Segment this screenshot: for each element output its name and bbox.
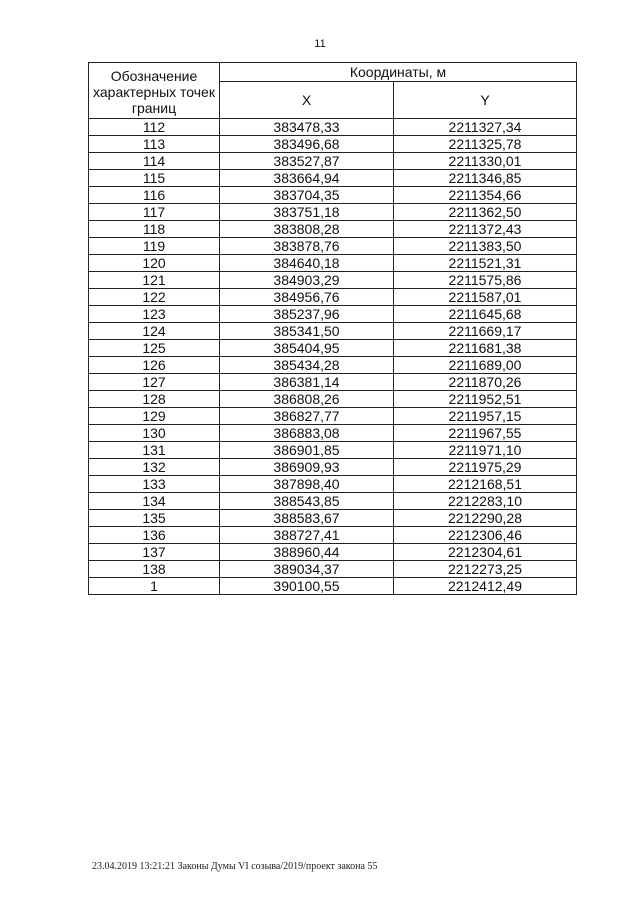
point-cell: 132 bbox=[89, 459, 220, 476]
y-cell: 2211521,31 bbox=[394, 255, 577, 272]
x-cell: 387898,40 bbox=[220, 476, 394, 493]
x-cell: 386901,85 bbox=[220, 442, 394, 459]
point-cell: 137 bbox=[89, 544, 220, 561]
table-row bbox=[89, 170, 577, 187]
table-row bbox=[89, 255, 577, 272]
table-row bbox=[89, 306, 577, 323]
x-cell: 385341,50 bbox=[220, 323, 394, 340]
y-cell: 2211327,34 bbox=[394, 119, 577, 136]
table-row bbox=[89, 238, 577, 255]
table-row bbox=[89, 374, 577, 391]
table-row bbox=[89, 357, 577, 374]
y-cell: 2211975,29 bbox=[394, 459, 577, 476]
table-row bbox=[89, 289, 577, 306]
x-cell: 388583,67 bbox=[220, 510, 394, 527]
x-cell: 385434,28 bbox=[220, 357, 394, 374]
y-cell: 2212290,28 bbox=[394, 510, 577, 527]
table-row bbox=[89, 119, 577, 136]
y-cell: 2211330,01 bbox=[394, 153, 577, 170]
table-body bbox=[89, 119, 577, 595]
table-row bbox=[89, 578, 577, 595]
header-point-designation: Обозначение характерных точек границ bbox=[89, 63, 220, 119]
y-cell: 2211346,85 bbox=[394, 170, 577, 187]
y-cell: 2211681,38 bbox=[394, 340, 577, 357]
x-cell: 384640,18 bbox=[220, 255, 394, 272]
x-cell: 389034,37 bbox=[220, 561, 394, 578]
point-cell: 133 bbox=[89, 476, 220, 493]
table-row bbox=[89, 493, 577, 510]
point-cell: 115 bbox=[89, 170, 220, 187]
table-row bbox=[89, 323, 577, 340]
point-cell: 135 bbox=[89, 510, 220, 527]
table-row bbox=[89, 272, 577, 289]
table-row bbox=[89, 561, 577, 578]
table-row bbox=[89, 187, 577, 204]
x-cell: 385404,95 bbox=[220, 340, 394, 357]
y-cell: 2211383,50 bbox=[394, 238, 577, 255]
x-cell: 386883,08 bbox=[220, 425, 394, 442]
x-cell: 383664,94 bbox=[220, 170, 394, 187]
y-cell: 2212412,49 bbox=[394, 578, 577, 595]
page-number: 11 bbox=[314, 38, 326, 50]
table-row bbox=[89, 340, 577, 357]
point-cell: 118 bbox=[89, 221, 220, 238]
y-cell: 2211689,00 bbox=[394, 357, 577, 374]
point-cell: 1 bbox=[89, 578, 220, 595]
x-cell: 390100,55 bbox=[220, 578, 394, 595]
table-row bbox=[89, 425, 577, 442]
y-cell: 2212168,51 bbox=[394, 476, 577, 493]
y-cell: 2211669,17 bbox=[394, 323, 577, 340]
point-cell: 122 bbox=[89, 289, 220, 306]
point-cell: 120 bbox=[89, 255, 220, 272]
point-cell: 134 bbox=[89, 493, 220, 510]
y-cell: 2211362,50 bbox=[394, 204, 577, 221]
header-coordinates-group: Координаты, м bbox=[220, 63, 577, 82]
point-cell: 124 bbox=[89, 323, 220, 340]
y-cell: 2211372,43 bbox=[394, 221, 577, 238]
point-cell: 125 bbox=[89, 340, 220, 357]
y-cell: 2211587,01 bbox=[394, 289, 577, 306]
table-row bbox=[89, 408, 577, 425]
x-cell: 386909,93 bbox=[220, 459, 394, 476]
y-cell: 2212304,61 bbox=[394, 544, 577, 561]
x-cell: 383878,76 bbox=[220, 238, 394, 255]
x-cell: 384903,29 bbox=[220, 272, 394, 289]
x-cell: 386381,14 bbox=[220, 374, 394, 391]
point-cell: 128 bbox=[89, 391, 220, 408]
table-row bbox=[89, 476, 577, 493]
point-cell: 112 bbox=[89, 119, 220, 136]
x-cell: 384956,76 bbox=[220, 289, 394, 306]
table-row bbox=[89, 527, 577, 544]
x-cell: 383527,87 bbox=[220, 153, 394, 170]
x-cell: 383478,33 bbox=[220, 119, 394, 136]
x-cell: 386827,77 bbox=[220, 408, 394, 425]
table-row bbox=[89, 459, 577, 476]
coordinates-table bbox=[88, 62, 577, 595]
table-row bbox=[89, 544, 577, 561]
table-row bbox=[89, 136, 577, 153]
x-cell: 388960,44 bbox=[220, 544, 394, 561]
point-cell: 138 bbox=[89, 561, 220, 578]
point-cell: 123 bbox=[89, 306, 220, 323]
x-cell: 385237,96 bbox=[220, 306, 394, 323]
footer-stamp: 23.04.2019 13:21:21 Законы Думы VI созыва/2019/проект закона 55 bbox=[92, 861, 378, 872]
table-row bbox=[89, 391, 577, 408]
y-cell: 2212306,46 bbox=[394, 527, 577, 544]
point-cell: 136 bbox=[89, 527, 220, 544]
x-cell: 388727,41 bbox=[220, 527, 394, 544]
point-cell: 114 bbox=[89, 153, 220, 170]
y-cell: 2211575,86 bbox=[394, 272, 577, 289]
x-cell: 388543,85 bbox=[220, 493, 394, 510]
y-cell: 2211354,66 bbox=[394, 187, 577, 204]
table-row bbox=[89, 510, 577, 527]
point-cell: 116 bbox=[89, 187, 220, 204]
table-row bbox=[89, 442, 577, 459]
y-cell: 2212273,25 bbox=[394, 561, 577, 578]
y-cell: 2211967,55 bbox=[394, 425, 577, 442]
point-cell: 131 bbox=[89, 442, 220, 459]
point-cell: 129 bbox=[89, 408, 220, 425]
point-cell: 126 bbox=[89, 357, 220, 374]
point-cell: 113 bbox=[89, 136, 220, 153]
y-cell: 2212283,10 bbox=[394, 493, 577, 510]
point-cell: 119 bbox=[89, 238, 220, 255]
x-cell: 383704,35 bbox=[220, 187, 394, 204]
y-cell: 2211957,15 bbox=[394, 408, 577, 425]
y-cell: 2211870,26 bbox=[394, 374, 577, 391]
x-cell: 383808,28 bbox=[220, 221, 394, 238]
point-cell: 117 bbox=[89, 204, 220, 221]
x-cell: 383751,18 bbox=[220, 204, 394, 221]
table-row bbox=[89, 221, 577, 238]
header-x: X bbox=[220, 82, 394, 119]
y-cell: 2211645,68 bbox=[394, 306, 577, 323]
point-cell: 130 bbox=[89, 425, 220, 442]
y-cell: 2211971,10 bbox=[394, 442, 577, 459]
point-cell: 127 bbox=[89, 374, 220, 391]
y-cell: 2211952,51 bbox=[394, 391, 577, 408]
point-cell: 121 bbox=[89, 272, 220, 289]
table-row bbox=[89, 153, 577, 170]
x-cell: 386808,26 bbox=[220, 391, 394, 408]
table-row bbox=[89, 204, 577, 221]
header-y: Y bbox=[394, 82, 577, 119]
x-cell: 383496,68 bbox=[220, 136, 394, 153]
y-cell: 2211325,78 bbox=[394, 136, 577, 153]
